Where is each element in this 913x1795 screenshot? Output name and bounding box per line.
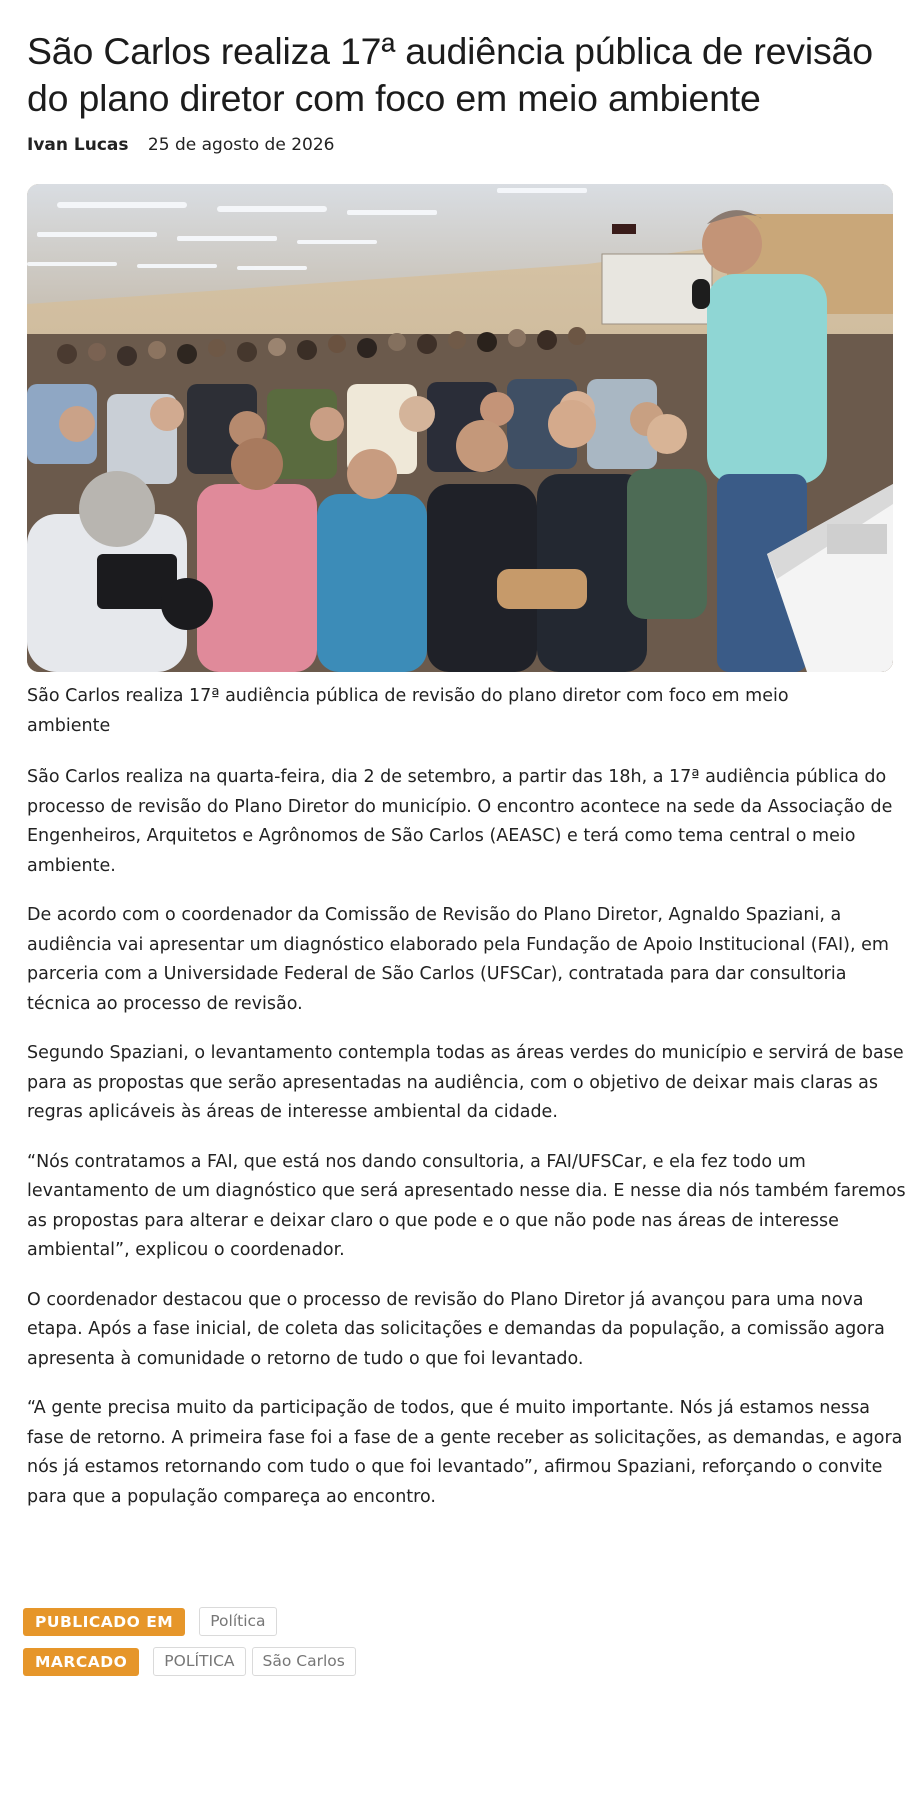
paragraph: De acordo com o coordenador da Comissão de Revisão do Plano Diretor, Agnaldo Spaziani, a audiência vai apresentar um diagnóstico elaborado pela Fundação de Apoio Institucional (FAI), em parceria com a Universidade Federal de São Carlos (UFSCar), contratada para dar consultoria técnica ao processo de revisão.: [27, 905, 889, 1014]
published-in-label: PUBLICADO EM: [23, 1608, 185, 1636]
paragraph: “A gente precisa muito da participação de todos, que é muito importante. Nós já estamos nessa fase de retorno. A primeira fase foi a fase de a gente receber as solicitações, as demandas, e agora nós já estamos retornando com tudo o que foi levantado”, afirmou Spaziani, reforçando o convite para que a população compareça ao encontro.: [27, 1398, 903, 1507]
article-title: São Carlos realiza 17ª audiência pública de revisão do plano diretor com foco em meio ambiente: [27, 30, 873, 119]
audience-photo: [27, 184, 893, 672]
featured-image: [27, 184, 893, 672]
category-link-politica[interactable]: Política: [199, 1607, 276, 1636]
tag-link-sao-carlos[interactable]: São Carlos: [252, 1647, 356, 1676]
paragraph: “Nós contratamos a FAI, que está nos dando consultoria, a FAI/UFSCar, e ela fez todo um levantamento de um diagnóstico que será apresentado nesse dia. E nesse dia nós também faremos as propostas para alterar e deixar claro o que pode e o que não pode nas áreas de interesse ambiental”, explicou o coordenador.: [27, 1151, 906, 1260]
publish-date: 25 de agosto de 2026: [147, 135, 335, 155]
article-meta: [27, 134, 893, 156]
taxonomy: [23, 1607, 362, 1687]
author-link[interactable]: Ivan Lucas: [27, 135, 129, 155]
article: [27, 0, 906, 1512]
tagged-label: MARCADO: [23, 1648, 139, 1676]
paragraph: São Carlos realiza na quarta-feira, dia 2 de setembro, a partir das 18h, a 17ª audiência pública do processo de revisão do Plano Diretor do município. O encontro acontece na sede da Associação de Engenheiros, Arquitetos e Agrônomos de São Carlos (AEASC) e terá como tema central o meio ambiente.: [27, 767, 893, 876]
tag-link-politica[interactable]: POLÍTICA: [153, 1647, 245, 1676]
paragraph: O coordenador destacou que o processo de revisão do Plano Diretor já avançou para uma nova etapa. Após a fase inicial, de coleta das solicitações e demandas da população, a comissão agora apresenta à comunidade o retorno de tudo o que foi levantado.: [27, 1289, 885, 1369]
published-in-row: [23, 1607, 362, 1636]
paragraph: Segundo Spaziani, o levantamento contempla todas as áreas verdes do município e servirá de base para as propostas que serão apresentadas na audiência, com o objetivo de deixar mais claras as regras aplicáveis às áreas de interesse ambiental da cidade.: [27, 1043, 904, 1122]
tagged-row: [23, 1647, 362, 1676]
article-body: [27, 763, 906, 1512]
image-caption: São Carlos realiza 17ª audiência pública de revisão do plano diretor com foco em meio ambiente: [27, 686, 789, 736]
